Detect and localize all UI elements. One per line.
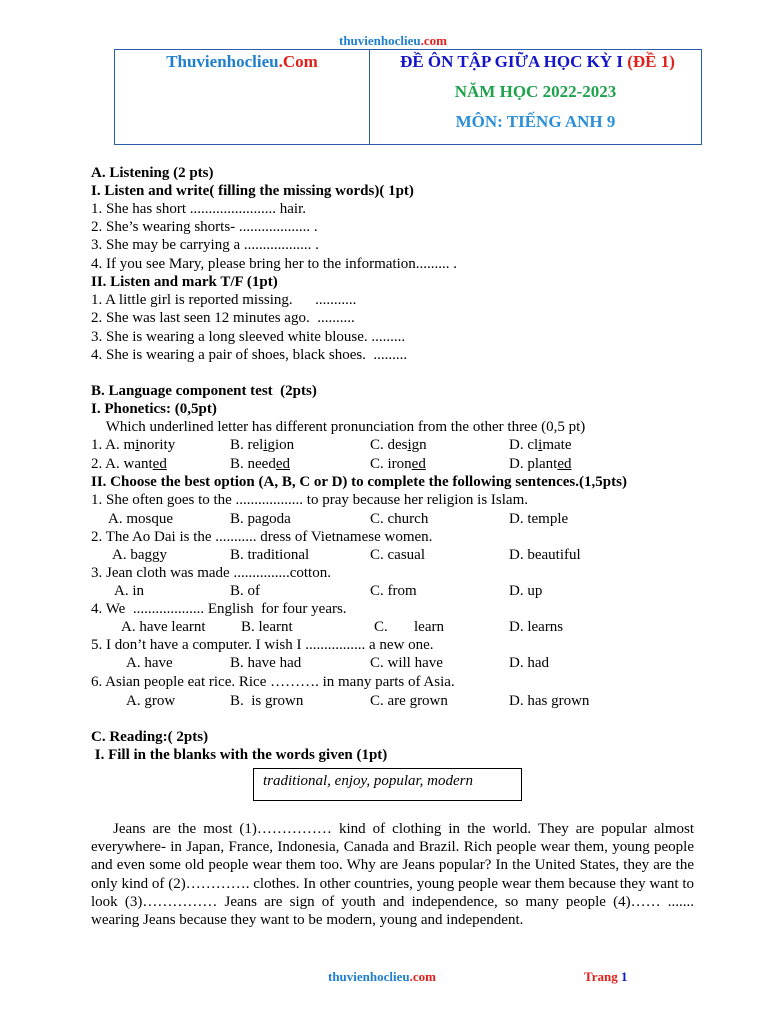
option-text: C. des bbox=[370, 437, 408, 453]
mc-option-b: B. pagoda bbox=[230, 511, 291, 527]
option-text: gion bbox=[267, 437, 295, 453]
listening-part1-item: 2. She’s wearing shorts- ................... . bbox=[91, 219, 318, 235]
brand-name: thuvienhoclieu bbox=[339, 33, 421, 48]
mc-option-a: A. baggy bbox=[112, 547, 167, 563]
option-text: D. plant bbox=[509, 456, 558, 472]
page-label: Trang bbox=[584, 969, 621, 984]
reading-passage: Jeans are the most (1)…………… kind of clothing in the world. They are popular almost everywhere- in Japan, France, Indonesia, Canada and Brazil. Rich people wear them, young people and even some old people wear them too. Why are Jeans popular? In the United States, they are the only kind of (2)…………. clothes. In other countries, young people wear them because they want to look (3)…………… Jeans are sign of youth and independence, so many people (4)…… ....... wearing Jeans because they want to be modern, young and independent. bbox=[91, 821, 694, 929]
listening-part2-item: 3. She is wearing a long sleeved white blouse. ......... bbox=[91, 329, 406, 345]
reading-part1-heading: I. Fill in the blanks with the words given (1pt) bbox=[91, 747, 388, 763]
exam-title bbox=[374, 50, 701, 80]
underlined-letters: ed bbox=[275, 456, 290, 472]
mc-option-d: D. beautiful bbox=[509, 547, 581, 563]
footer-brand-domain: .com bbox=[409, 969, 436, 984]
listening-part2-heading: II. Listen and mark T/F (1pt) bbox=[91, 274, 278, 290]
option-text: C. iron bbox=[370, 456, 412, 472]
phonetics-q1-b bbox=[230, 436, 294, 454]
mc-question: 5. I don’t have a computer. I wish I ................ a new one. bbox=[91, 637, 434, 653]
mc-option-c: C. are grown bbox=[370, 693, 448, 709]
school-year: NĂM HỌC 2022-2023 bbox=[454, 82, 617, 101]
subject: MÔN: TIẾNG ANH 9 bbox=[455, 112, 616, 131]
mc-option-b: B. learnt bbox=[241, 619, 293, 635]
phonetics-instruction: Which underlined letter has different pronunciation from the other three (0,5 pt) bbox=[91, 419, 586, 435]
mc-question: 3. Jean cloth was made ...............cotton. bbox=[91, 565, 331, 581]
listening-part1-item: 1. She has short ....................... hair. bbox=[91, 201, 306, 217]
word-bank-box: traditional, enjoy, popular, modern bbox=[253, 768, 522, 801]
page-number-value: 1 bbox=[620, 969, 628, 984]
mc-option-a: A. have bbox=[126, 655, 173, 671]
mc-option-c: C. casual bbox=[370, 547, 425, 563]
section-c-heading: C. Reading:( 2pts) bbox=[91, 729, 209, 745]
mc-question: 6. Asian people eat rice. Rice ………. in many parts of Asia. bbox=[91, 674, 455, 690]
listening-part2-item: 4. She is wearing a pair of shoes, black shoes. ......... bbox=[91, 347, 408, 363]
phonetics-q2-c bbox=[370, 455, 426, 473]
mc-option-b: B. is grown bbox=[230, 693, 304, 709]
listening-part1-item: 3. She may be carrying a .................. . bbox=[91, 237, 319, 253]
mc-option-d: D. has grown bbox=[509, 693, 590, 709]
top-site-brand bbox=[0, 33, 768, 49]
underlined-letters: ed bbox=[152, 456, 167, 472]
mc-option-b: B. have had bbox=[230, 655, 302, 671]
mc-option-a: A. in bbox=[114, 583, 144, 599]
mc-option-c: C. learn bbox=[374, 619, 444, 635]
mc-question: 1. She often goes to the .................. to pray because her religion is Islam. bbox=[91, 492, 528, 508]
mc-question: 4. We ................... English for four years. bbox=[91, 601, 347, 617]
header-left-cell bbox=[115, 50, 370, 144]
header-brand-name: Thuvienhoclieu bbox=[166, 52, 279, 71]
underlined-letters: ed bbox=[557, 456, 572, 472]
footer-site-brand bbox=[328, 969, 436, 985]
page-number bbox=[584, 969, 627, 985]
underlined-letters: ed bbox=[411, 456, 426, 472]
underlined-letters: i bbox=[538, 437, 543, 453]
exam-title-number: (ĐỀ 1) bbox=[627, 52, 675, 71]
brand-domain: .com bbox=[420, 33, 447, 48]
phonetics-q1-d bbox=[509, 436, 572, 454]
mc-option-c: C. from bbox=[370, 583, 417, 599]
option-text: nority bbox=[139, 437, 176, 453]
mc-option-a: A. have learnt bbox=[121, 619, 206, 635]
option-text: 2. A. want bbox=[91, 456, 153, 472]
listening-part2-item: 2. She was last seen 12 minutes ago. .......... bbox=[91, 310, 355, 326]
mc-option-c: C. will have bbox=[370, 655, 443, 671]
option-text: B. rel bbox=[230, 437, 264, 453]
mc-option-a: A. mosque bbox=[108, 511, 173, 527]
mc-option-d: D. learns bbox=[509, 619, 564, 635]
section-b-heading: B. Language component test (2pts) bbox=[91, 383, 317, 399]
mc-option-b: B. traditional bbox=[230, 547, 310, 563]
listening-part1-heading: I. Listen and write( filling the missing words)( 1pt) bbox=[91, 183, 414, 199]
mc-option-d: D. had bbox=[509, 655, 549, 671]
mc-question: 2. The Ao Dai is the ........... dress of Vietnamese women. bbox=[91, 529, 433, 545]
phonetics-q2-a bbox=[91, 455, 167, 473]
header-brand-domain: .Com bbox=[278, 52, 318, 71]
option-text: 1. A. m bbox=[91, 437, 136, 453]
underlined-letters: i bbox=[135, 437, 140, 453]
mc-option-d: D. up bbox=[509, 583, 543, 599]
section-a-heading: A. Listening (2 pts) bbox=[91, 165, 214, 181]
phonetics-q2-b bbox=[230, 455, 290, 473]
header-table bbox=[114, 49, 702, 145]
listening-part2-item: 1. A little girl is reported missing. ........... bbox=[91, 292, 357, 308]
phonetics-heading: I. Phonetics: (0,5pt) bbox=[91, 401, 217, 417]
exam-title-main: ĐỀ ÔN TẬP GIỮA HỌC KỲ I bbox=[400, 52, 628, 71]
listening-part1-item: 4. If you see Mary, please bring her to the information......... . bbox=[91, 256, 458, 272]
mc-option-c: C. church bbox=[370, 511, 429, 527]
mc-option-b: B. of bbox=[230, 583, 260, 599]
mc-option-d: D. temple bbox=[509, 511, 569, 527]
header-right-cell bbox=[370, 50, 701, 144]
option-text: D. cl bbox=[509, 437, 539, 453]
mc-option-a: A. grow bbox=[126, 693, 176, 709]
option-text: n bbox=[419, 437, 427, 453]
phonetics-q1-c bbox=[370, 436, 427, 454]
footer-brand-name: thuvienhoclieu bbox=[328, 969, 410, 984]
underlined-letters: ig bbox=[407, 437, 420, 453]
option-text: B. need bbox=[230, 456, 276, 472]
phonetics-q1-a bbox=[91, 436, 175, 454]
option-text: mate bbox=[542, 437, 572, 453]
underlined-letters: i bbox=[263, 437, 268, 453]
mc-heading: II. Choose the best option (A, B, C or D) to complete the following sentences.(1,5pts) bbox=[91, 474, 627, 490]
phonetics-q2-d bbox=[509, 455, 572, 473]
